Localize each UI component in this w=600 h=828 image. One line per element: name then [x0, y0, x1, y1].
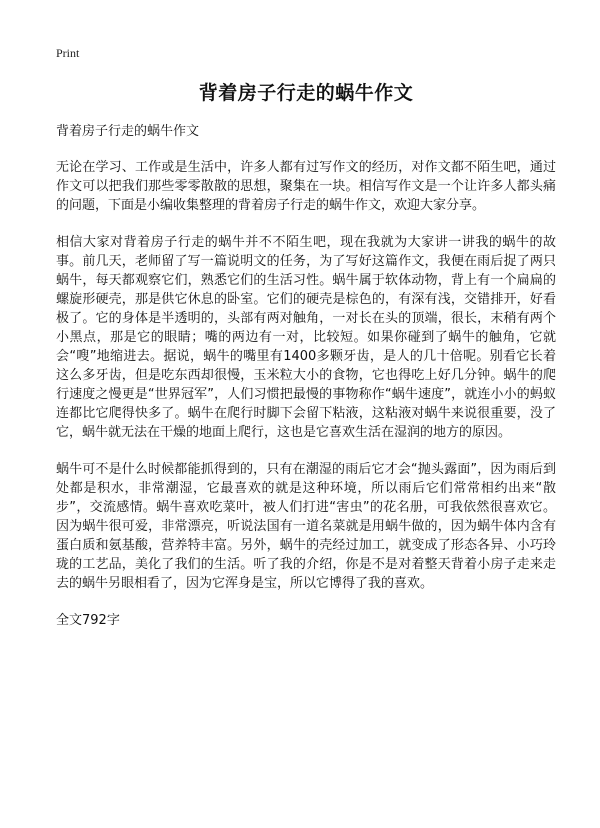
print-label: Print	[56, 46, 80, 60]
document-subtitle: 背着房子行走的蜗牛作文	[56, 124, 200, 139]
paragraph-body-1: 相信大家对背着房子行走的蜗牛并不不陌生吧，现在我就为大家讲一讲我的蜗牛的故事。前几天，老师留了写一篇说明文的任务，为了写好这篇作文，我便在雨后捉了两只蜗牛，每天都观察它们，熟悉它们的生活习性。蜗牛属于软体动物，背上有一个扁扁的螺旋形硬壳，那是供它休息的卧室。它们的硬壳是棕色的，有深有浅，交错排开，好看极了。它的身体是半透明的，头部有两对触角，一对长在头的顶端，很长，末稍有两个小黑点，那是它的眼睛；嘴的两边有一对，比较短。如果你碰到了蜗牛的触角，它就会“嗖”地缩进去。据说，蜗牛的嘴里有1400多颗牙齿，是人的几十倍呢。别看它长着这么多牙齿，但是吃东西却很慢，玉米粒大小的食物，它也得吃上好几分钟。蜗牛的爬行速度之慢更是“世界冠军”，人们习惯把最慢的事物称作“蜗牛速度”，就连小小的蚂蚁连都比它爬得快多了。蜗牛在爬行时脚下会留下粘液，这粘液对蜗牛来说很重要，没了它，蜗牛就无法在干燥的地面上爬行，这也是它喜欢生活在湿润的地方的原因。	[56, 235, 556, 440]
document-title: 背着房子行走的蜗牛作文	[198, 82, 414, 104]
paragraph-body-2: 蜗牛可不是什么时候都能抓得到的，只有在潮湿的雨后它才会“抛头露面”，因为雨后到处都是积水，非常潮湿，它最喜欢的就是这种环境，所以雨后它们常常相约出来“散步”，交流感情。蜗牛喜欢吃菜叶，被人们打进“害虫”的花名册，可我依然很喜欢它。因为蜗牛很可爱，非常漂亮，听说法国有一道名菜就是用蜗牛做的，因为蜗牛体内含有蛋白质和氨基酸，营养特丰富。另外，蜗牛的壳经过加工，就变成了形态各异、小巧玲珑的工艺品，美化了我们的生活。听了我的介绍，你是不是对着整天背着小房子走来走去的蜗牛另眼相看了，因为它浑身是宝，所以它博得了我的喜欢。	[56, 462, 556, 591]
paragraph-intro: 无论在学习、工作或是生活中，许多人都有过写作文的经历，对作文都不陌生吧，通过作文可以把我们那些零零散散的思想，聚集在一块。相信写作文是一个让许多人都头痛的问题，下面是小编收集整理的背着房子行走的蜗牛作文，欢迎大家分享。	[56, 160, 556, 213]
word-count: 全文792字	[56, 613, 120, 628]
